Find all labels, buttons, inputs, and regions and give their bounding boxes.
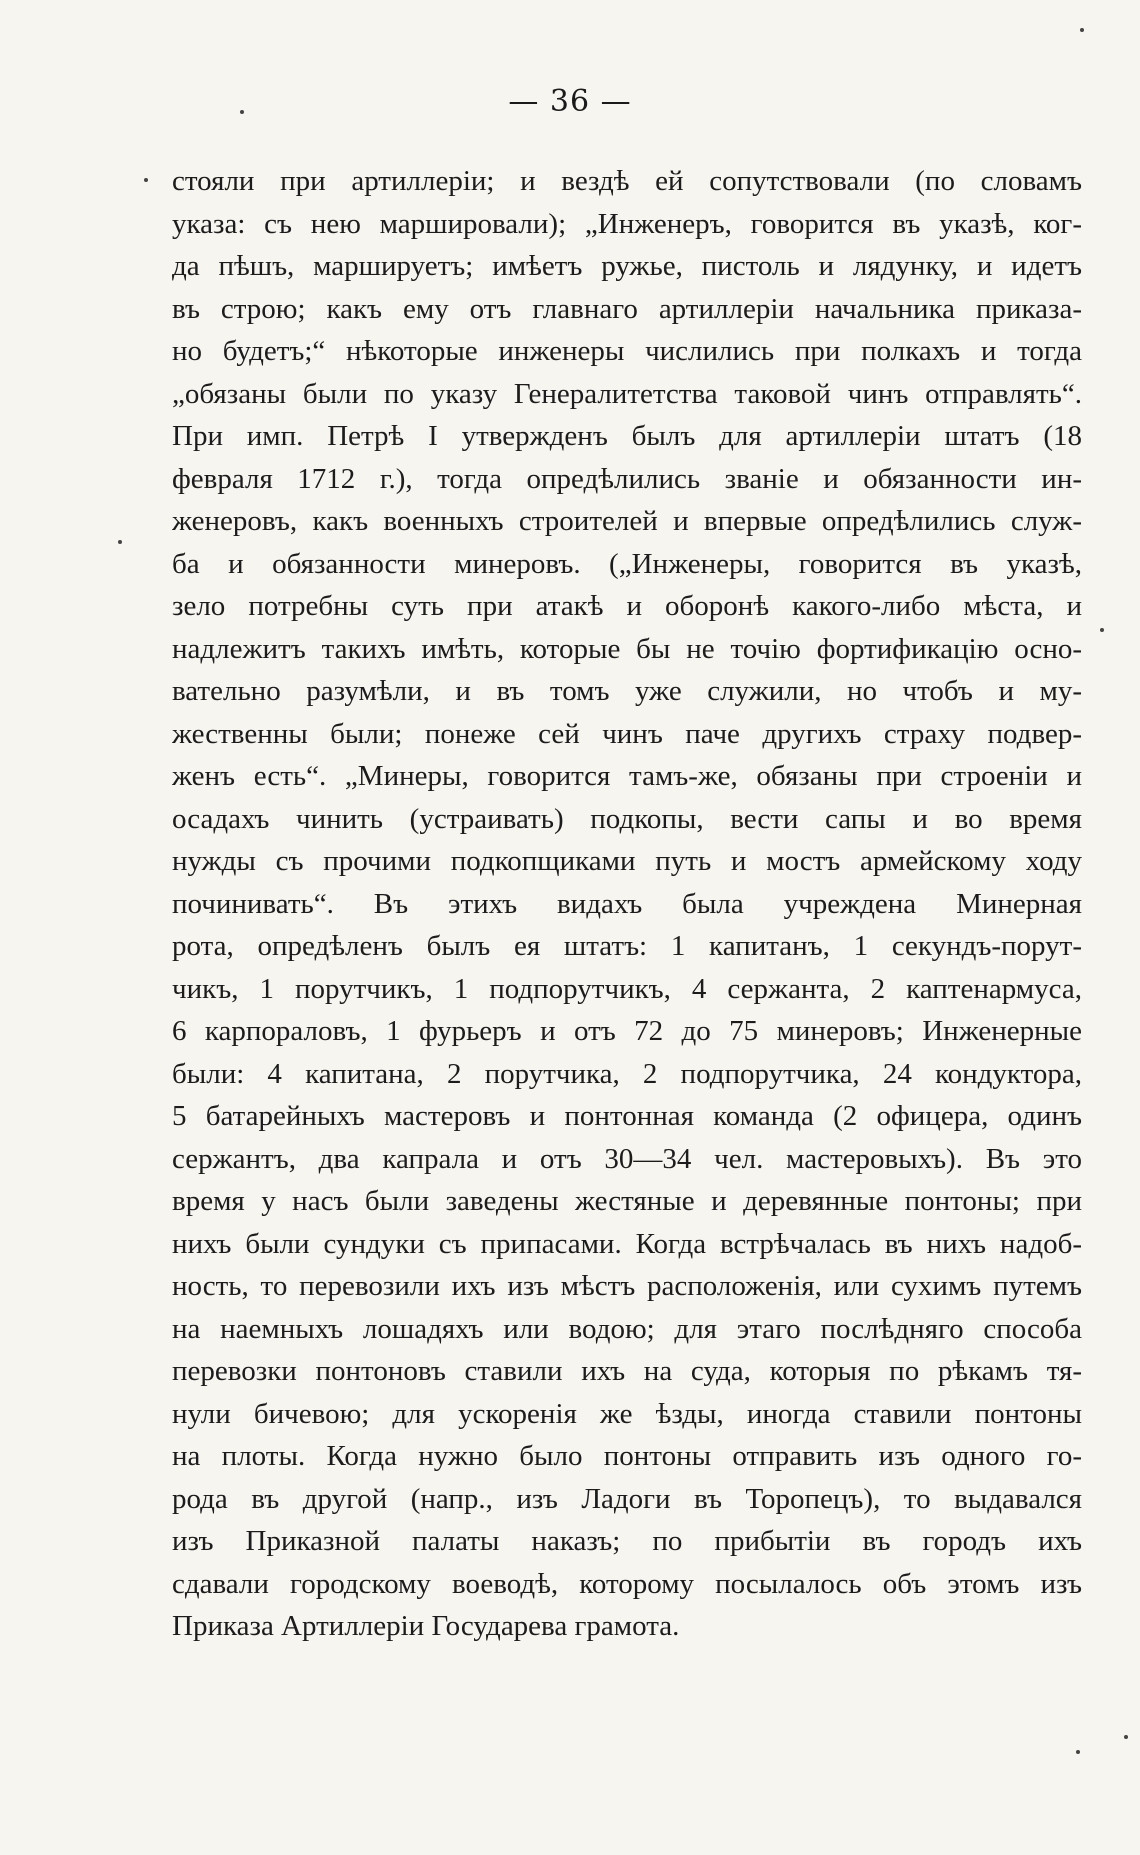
text-line: нихъ были сундуки съ припасами. Когда встрѣчалась въ нихъ надоб- xyxy=(172,1227,1082,1260)
text-line: „обязаны были по указу Генералитетства таковой чинъ отправлять“. xyxy=(172,377,1082,410)
text-line: но будетъ;“ нѣкоторые инженеры числились при полкахъ и тогда xyxy=(172,335,1082,367)
text-line: февраля 1712 г.), тогда опредѣлились званіе и обязанности ин- xyxy=(172,462,1082,495)
scan-speck xyxy=(118,540,122,544)
scan-speck xyxy=(1076,1750,1080,1754)
text-line: нули бичевою; для ускоренія же ѣзды, иногда ставили понтоны xyxy=(172,1397,1082,1430)
scan-speck xyxy=(240,110,244,114)
text-line: были: 4 капитана, 2 порутчика, 2 подпорутчика, 24 кондуктора, xyxy=(172,1057,1082,1090)
scan-speck xyxy=(1080,28,1084,32)
text-line: на наемныхъ лошадяхъ или водою; для этаго послѣдняго способа xyxy=(172,1312,1082,1345)
text-line: нужды съ прочими подкопщиками путь и мостъ армейскому ходу xyxy=(172,845,1082,877)
text-line: сдавали городскому воеводѣ, которому посылалось объ этомъ изъ xyxy=(172,1567,1082,1600)
text-line: въ строю; какъ ему отъ главнаго артиллеріи начальника приказа- xyxy=(172,292,1082,325)
scan-speck xyxy=(1124,1735,1128,1739)
text-line: Приказа Артиллеріи Государева грамота. xyxy=(172,1610,680,1642)
text-line: 5 батарейныхъ мастеровъ и понтонная команда (2 офицера, одинъ xyxy=(172,1100,1082,1132)
text-line: зело потребны суть при атакѣ и оборонѣ какого-либо мѣста, и xyxy=(172,590,1082,622)
page-number: — 36 — xyxy=(508,84,632,119)
scan-speck xyxy=(1100,628,1104,632)
text-line: надлежитъ такихъ имѣть, которые бы не точію фортификацію осно- xyxy=(172,632,1082,665)
body-text xyxy=(172,160,1082,1648)
text-line: на плоты. Когда нужно было понтоны отправить изъ одного го- xyxy=(172,1440,1082,1472)
text-line: При имп. Петрѣ I утвержденъ былъ для артиллеріи штатъ (18 xyxy=(172,420,1082,452)
scan-speck xyxy=(144,178,148,182)
text-line: осадахъ чинить (устраивать) подкопы, вести сапы и во время xyxy=(172,802,1082,835)
text-line: изъ Приказной палаты наказъ; по прибытіи въ городъ ихъ xyxy=(172,1525,1082,1557)
text-line: 6 карпораловъ, 1 фурьеръ и отъ 72 до 75 минеровъ; Инженерные xyxy=(172,1015,1082,1047)
text-line: указа: съ нею маршировали); „Инженеръ, говорится въ указѣ, ког- xyxy=(172,207,1082,240)
text-line: женъ есть“. „Минеры, говорится тамъ-же, обязаны при строеніи и xyxy=(172,760,1082,792)
text-line: вательно разумѣли, и въ томъ уже служили, но чтобъ и му- xyxy=(172,675,1082,707)
text-line: ба и обязанности минеровъ. („Инженеры, говорится въ указѣ, xyxy=(172,547,1082,580)
text-line: чикъ, 1 порутчикъ, 1 подпорутчикъ, 4 сержанта, 2 каптенармуса, xyxy=(172,972,1082,1005)
text-line: сержантъ, два капрала и отъ 30—34 чел. мастеровыхъ). Въ это xyxy=(172,1142,1082,1175)
text-line: да пѣшъ, маршируетъ; имѣетъ ружье, пистоль и лядунку, и идетъ xyxy=(172,250,1082,282)
text-line: перевозки понтоновъ ставили ихъ на суда, которыя по рѣкамъ тя- xyxy=(172,1355,1082,1387)
text-line: женеровъ, какъ военныхъ строителей и впервые опредѣлились служ- xyxy=(172,505,1082,537)
text-line: время у насъ были заведены жестяные и деревянные понтоны; при xyxy=(172,1185,1082,1217)
text-line: рота, опредѣленъ былъ ея штатъ: 1 капитанъ, 1 секундъ-порут- xyxy=(172,930,1082,962)
text-line: рода въ другой (напр., изъ Ладоги въ Торопецъ), то выдавался xyxy=(172,1482,1082,1515)
text-line: ность, то перевозили ихъ изъ мѣстъ расположенія, или сухимъ путемъ xyxy=(172,1270,1082,1302)
text-line: починивать“. Въ этихъ видахъ была учреждена Минерная xyxy=(172,887,1082,920)
text-line: стояли при артиллеріи; и вездѣ ей сопутствовали (по словамъ xyxy=(172,165,1082,197)
text-line: жественны были; понеже сей чинъ паче другихъ страху подвер- xyxy=(172,717,1082,750)
